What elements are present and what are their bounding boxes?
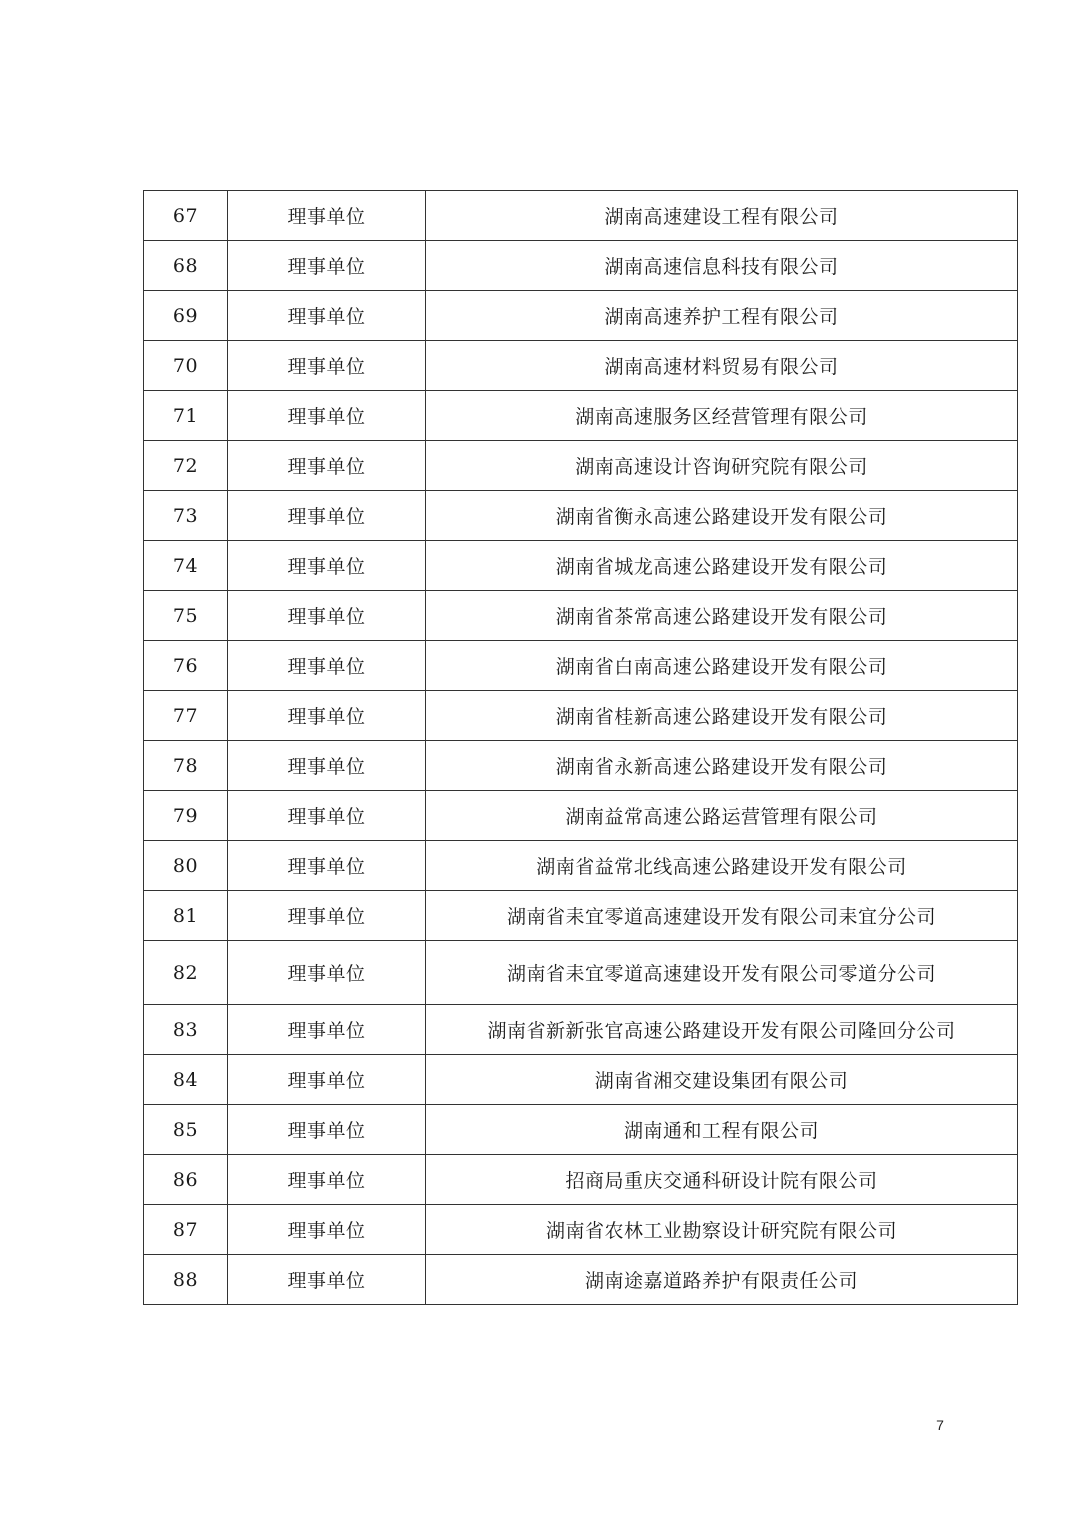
unit-name: 湖南通和工程有限公司 [426,1105,1018,1155]
unit-name: 招商局重庆交通科研设计院有限公司 [426,1155,1018,1205]
member-type: 理事单位 [228,941,426,1005]
unit-name: 湖南省桂新高速公路建设开发有限公司 [426,691,1018,741]
member-type: 理事单位 [228,591,426,641]
unit-name: 湖南省湘交建设集团有限公司 [426,1055,1018,1105]
member-type: 理事单位 [228,341,426,391]
table-row [144,1255,1018,1305]
unit-name: 湖南省永新高速公路建设开发有限公司 [426,741,1018,791]
member-type: 理事单位 [228,1005,426,1055]
table-row [144,691,1018,741]
member-type: 理事单位 [228,691,426,741]
table-row [144,191,1018,241]
member-type: 理事单位 [228,241,426,291]
member-type: 理事单位 [228,1055,426,1105]
row-number: 79 [144,791,228,841]
row-number: 70 [144,341,228,391]
unit-name: 湖南省白南高速公路建设开发有限公司 [426,641,1018,691]
member-type: 理事单位 [228,1155,426,1205]
table-row [144,791,1018,841]
member-type: 理事单位 [228,891,426,941]
member-type: 理事单位 [228,541,426,591]
member-type: 理事单位 [228,191,426,241]
row-number: 75 [144,591,228,641]
member-type: 理事单位 [228,741,426,791]
table-row [144,1105,1018,1155]
row-number: 81 [144,891,228,941]
table-row [144,241,1018,291]
row-number: 85 [144,1105,228,1155]
member-type: 理事单位 [228,491,426,541]
row-number: 87 [144,1205,228,1255]
page-number: 7 [936,1417,944,1433]
row-number: 82 [144,941,228,1005]
table-row [144,1005,1018,1055]
member-type: 理事单位 [228,791,426,841]
unit-name: 湖南省城龙高速公路建设开发有限公司 [426,541,1018,591]
row-number: 88 [144,1255,228,1305]
row-number: 68 [144,241,228,291]
unit-name: 湖南省茶常高速公路建设开发有限公司 [426,591,1018,641]
unit-name: 湖南益常高速公路运营管理有限公司 [426,791,1018,841]
member-type: 理事单位 [228,291,426,341]
unit-name: 湖南高速设计咨询研究院有限公司 [426,441,1018,491]
table-row [144,1155,1018,1205]
table-row [144,941,1018,1005]
unit-name: 湖南省衡永高速公路建设开发有限公司 [426,491,1018,541]
unit-name: 湖南省益常北线高速公路建设开发有限公司 [426,841,1018,891]
table-row [144,841,1018,891]
member-units-table [143,190,1018,1305]
member-type: 理事单位 [228,841,426,891]
unit-name: 湖南高速材料贸易有限公司 [426,341,1018,391]
table-row [144,1205,1018,1255]
unit-name: 湖南省新新张官高速公路建设开发有限公司隆回分公司 [426,1005,1018,1055]
member-type: 理事单位 [228,391,426,441]
table-row [144,891,1018,941]
row-number: 69 [144,291,228,341]
table-row [144,291,1018,341]
table-row [144,641,1018,691]
unit-name: 湖南高速养护工程有限公司 [426,291,1018,341]
row-number: 73 [144,491,228,541]
row-number: 71 [144,391,228,441]
unit-name: 湖南高速信息科技有限公司 [426,241,1018,291]
table-row [144,541,1018,591]
unit-name: 湖南途嘉道路养护有限责任公司 [426,1255,1018,1305]
table-row [144,341,1018,391]
row-number: 72 [144,441,228,491]
unit-name: 湖南省农林工业勘察设计研究院有限公司 [426,1205,1018,1255]
table-row [144,491,1018,541]
row-number: 83 [144,1005,228,1055]
unit-name: 湖南高速建设工程有限公司 [426,191,1018,241]
member-type: 理事单位 [228,1105,426,1155]
row-number: 67 [144,191,228,241]
member-type: 理事单位 [228,1255,426,1305]
table-row [144,441,1018,491]
row-number: 77 [144,691,228,741]
member-type: 理事单位 [228,1205,426,1255]
row-number: 78 [144,741,228,791]
row-number: 80 [144,841,228,891]
unit-name: 湖南省耒宜零道高速建设开发有限公司零道分公司 [426,941,1018,1005]
table-row [144,741,1018,791]
unit-name: 湖南省耒宜零道高速建设开发有限公司耒宜分公司 [426,891,1018,941]
row-number: 86 [144,1155,228,1205]
row-number: 74 [144,541,228,591]
row-number: 76 [144,641,228,691]
row-number: 84 [144,1055,228,1105]
table-row [144,591,1018,641]
member-type: 理事单位 [228,441,426,491]
table-row [144,1055,1018,1105]
table-row [144,391,1018,441]
member-type: 理事单位 [228,641,426,691]
unit-name: 湖南高速服务区经营管理有限公司 [426,391,1018,441]
